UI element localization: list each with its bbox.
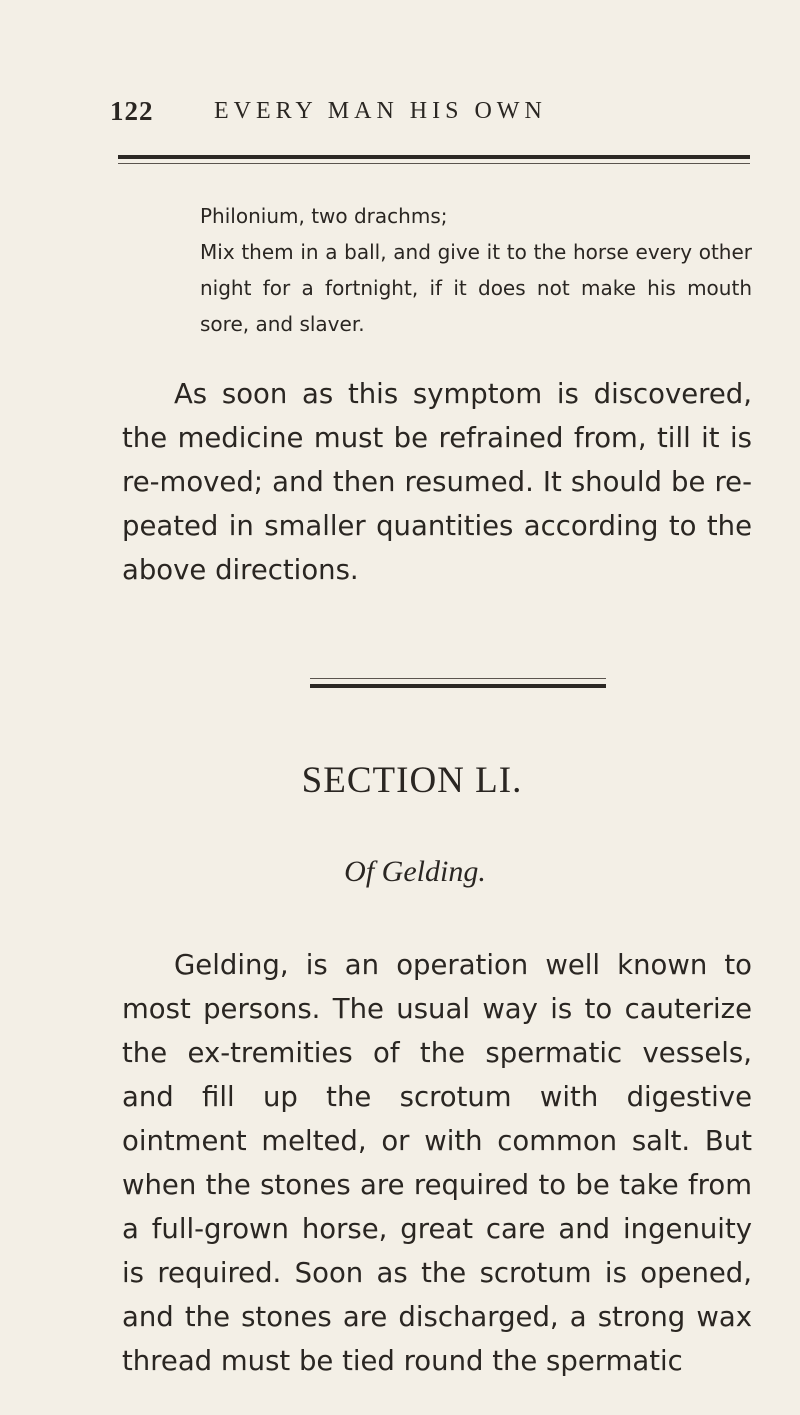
section-rule-thin bbox=[310, 678, 606, 679]
section-subtitle: Of Gelding. bbox=[344, 855, 486, 888]
recipe-line-instructions: Mix them in a ball, and give it to the horse every other night for a fortnight, if it does not make his mouth sore, and slaver. bbox=[200, 240, 752, 336]
section-rule bbox=[310, 684, 606, 688]
recipe-line-ingredient: Philonium, two drachms; bbox=[200, 204, 448, 228]
paragraph-gelding: Gelding, is an operation well known to most persons. The usual way is to cauterize the ex-tremities of the spermatic vessels, and fill up the scrotum with digestive ointment melted, or with common salt. But when the stones are required to be take from a full-grown horse, great care and ingenuity is required. Soon as the scrotum is opened, and the stones are discharged, a strong wax thread must be tied round the spermatic bbox=[122, 949, 752, 1377]
header-rule bbox=[118, 155, 750, 159]
page-header bbox=[110, 86, 750, 136]
running-head: EVERY MAN HIS OWN bbox=[214, 98, 547, 124]
section-title: SECTION LI. bbox=[301, 760, 523, 801]
recipe-block bbox=[200, 198, 752, 342]
page-number: 122 bbox=[110, 96, 154, 126]
paragraph-symptom: As soon as this symptom is discovered, the medicine must be refrained from, till it is re-moved; and then resumed. It should be re-peated in smaller quantities according to the above directions. bbox=[122, 378, 752, 586]
header-rule-thin bbox=[118, 163, 750, 164]
